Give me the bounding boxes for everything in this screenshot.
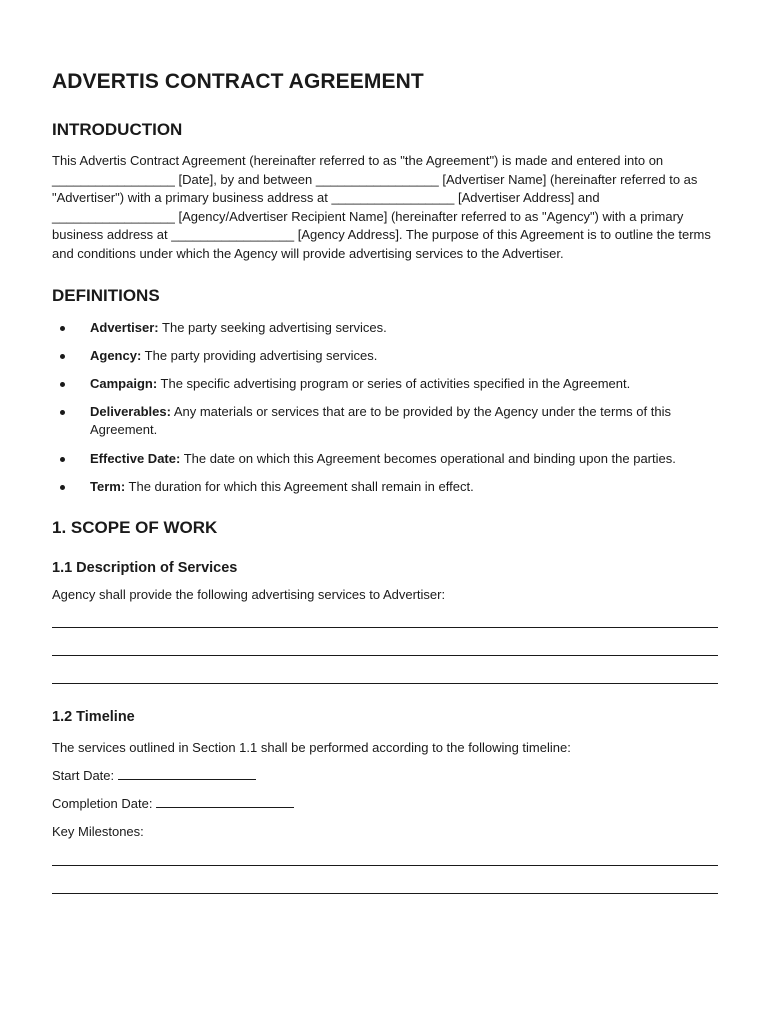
definition-text: The party providing advertising services. [141, 347, 378, 363]
definitions-list [52, 319, 718, 497]
definition-item-effective-date [52, 450, 720, 469]
bullet-icon [60, 382, 65, 387]
milestones-fill-line[interactable] [52, 865, 718, 866]
definition-text: The specific advertising program or series of activities specified in the Agreement. [157, 375, 631, 391]
scope-of-work-heading: 1. SCOPE OF WORK [52, 518, 218, 538]
key-milestones-label: Key Milestones: [52, 824, 144, 840]
start-date-row [52, 767, 718, 786]
definition-item-advertiser [52, 319, 720, 338]
definition-item-term [52, 478, 720, 497]
definition-text: The duration for which this Agreement shall remain in effect. [125, 478, 474, 494]
completion-date-row [52, 795, 718, 814]
introduction-heading: INTRODUCTION [52, 120, 183, 139]
definition-term: Advertiser: [90, 319, 159, 335]
bullet-icon [60, 457, 65, 462]
definition-term: Effective Date: [90, 450, 181, 466]
definition-item-agency [52, 347, 720, 366]
definition-item-deliverables [52, 403, 720, 440]
services-fill-line[interactable] [52, 655, 718, 656]
timeline-text: The services outlined in Section 1.1 shall be performed according to the following timeline: [52, 739, 571, 755]
description-of-services-heading: 1.1 Description of Services [52, 560, 238, 577]
definition-term: Term: [90, 478, 126, 494]
definition-text: The party seeking advertising services. [158, 319, 387, 335]
bullet-icon [60, 326, 65, 331]
definition-term: Campaign: [90, 375, 158, 391]
definitions-heading: DEFINITIONS [52, 285, 160, 305]
document-title: ADVERTIS CONTRACT AGREEMENT [52, 70, 424, 93]
definition-term: Agency: [90, 347, 142, 363]
bullet-icon [60, 354, 65, 359]
definition-item-campaign [52, 375, 720, 394]
definition-term: Deliverables: [90, 403, 171, 419]
services-fill-line[interactable] [52, 683, 718, 684]
definition-text: The date on which this Agreement becomes operational and binding upon the parties. [180, 450, 676, 466]
start-date-label: Start Date: [52, 767, 115, 783]
introduction-paragraph: This Advertis Contract Agreement (hereinafter referred to as "the Agreement") is made and entered into on _________________ [Date], by and between _________________ [Advertiser Name] (hereinafter referred to as "Advertiser") with a primary business address at _________________ [Advertiser Address] and _________________ [Agency/Advertiser Recipient Name] (hereinafter referred to as "Agency") with a primary business address at _________________ [Agency Address]. The purpose of this Agreement is to outline the terms and conditions under which the Agency will provide advertising services to the Advertiser. [52, 153, 711, 261]
description-of-services-text: Agency shall provide the following advertising services to Advertiser: [52, 587, 446, 603]
bullet-icon [60, 410, 65, 415]
bullet-icon [60, 485, 65, 490]
milestones-fill-line[interactable] [52, 893, 718, 894]
services-fill-line[interactable] [52, 627, 718, 628]
completion-date-label: Completion Date: [52, 796, 153, 811]
definition-text: Any materials or services that are to be provided by the Agency under the terms of this Agreement. [90, 403, 671, 438]
timeline-heading: 1.2 Timeline [52, 708, 135, 725]
completion-date-field[interactable] [156, 795, 294, 808]
start-date-field[interactable] [118, 767, 256, 780]
